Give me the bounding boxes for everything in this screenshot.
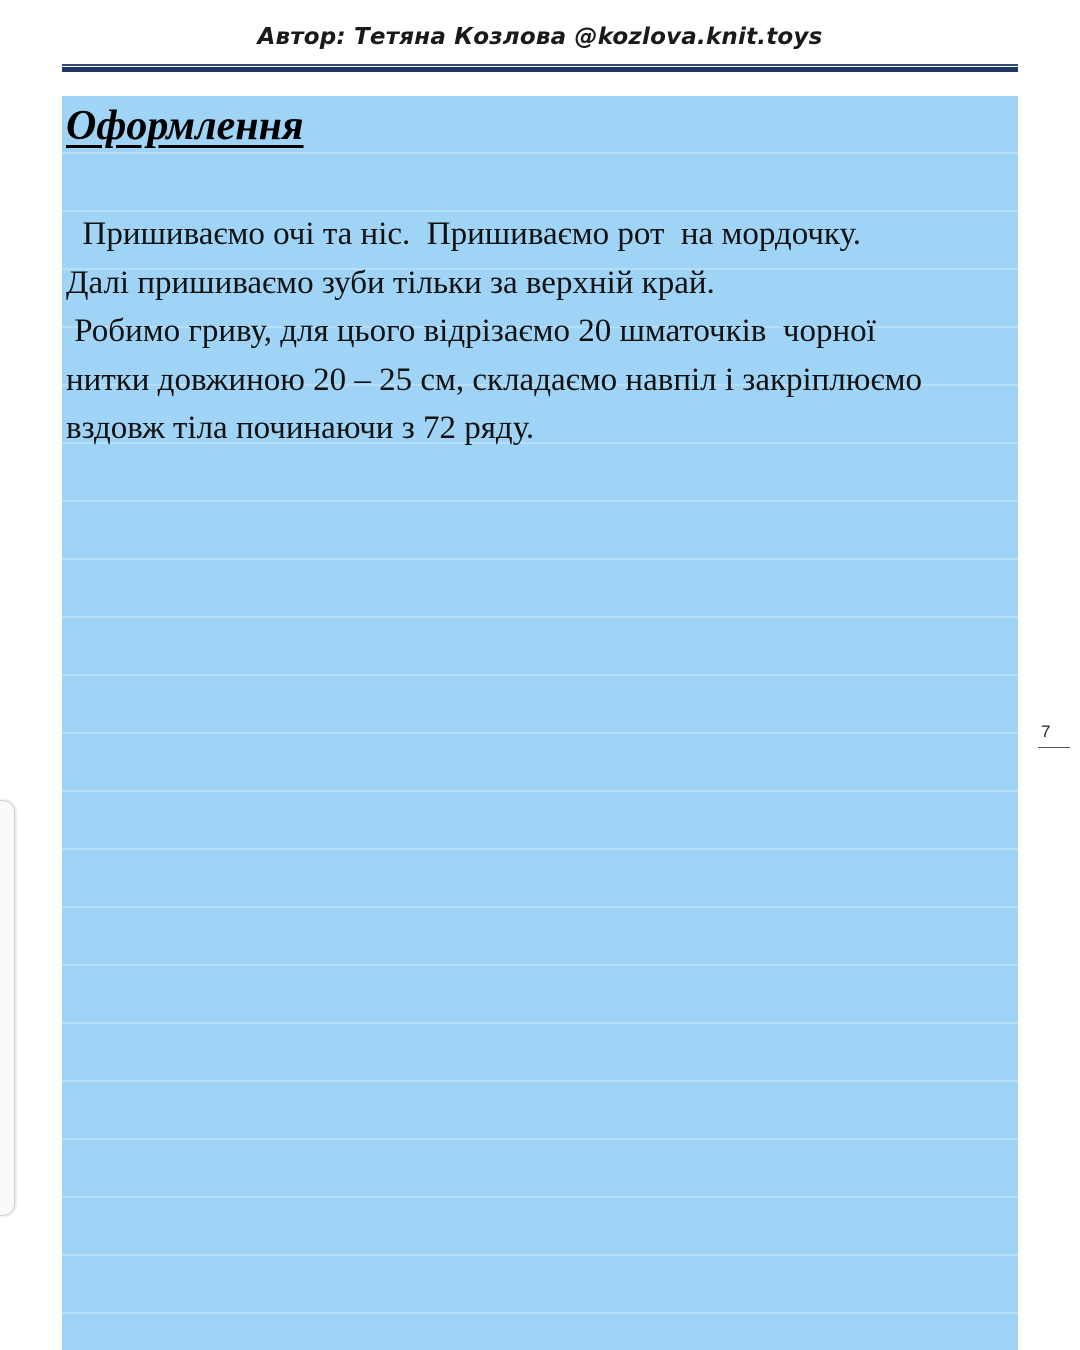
header-rule-thin: [62, 64, 1018, 66]
content-area: [62, 96, 1018, 1350]
body-line: нитки довжиною 20 – 25 см, складаємо навпіл і закріплюємо: [66, 361, 923, 398]
section-title: Оформлення: [66, 103, 304, 149]
body-line: вздовж тіла починаючи з 72 ряду.: [66, 410, 535, 446]
body-line: Далі пришиваємо зуби тільки за верхній край.: [66, 264, 715, 301]
body-line: Пришиваємо очі та ніс. Пришиваємо рот на мордочку.: [66, 216, 861, 252]
page-header-author: Автор: Тетяна Козлова @kozlova.knit.toys: [257, 24, 823, 50]
page-number: 7: [1038, 722, 1070, 748]
body-text: [66, 210, 1016, 453]
body-line: Робимо гриву, для цього відрізаємо 20 шматочків чорної: [66, 313, 876, 349]
header-rule-thick: [62, 67, 1018, 72]
side-scroll-handle[interactable]: [0, 800, 15, 1216]
